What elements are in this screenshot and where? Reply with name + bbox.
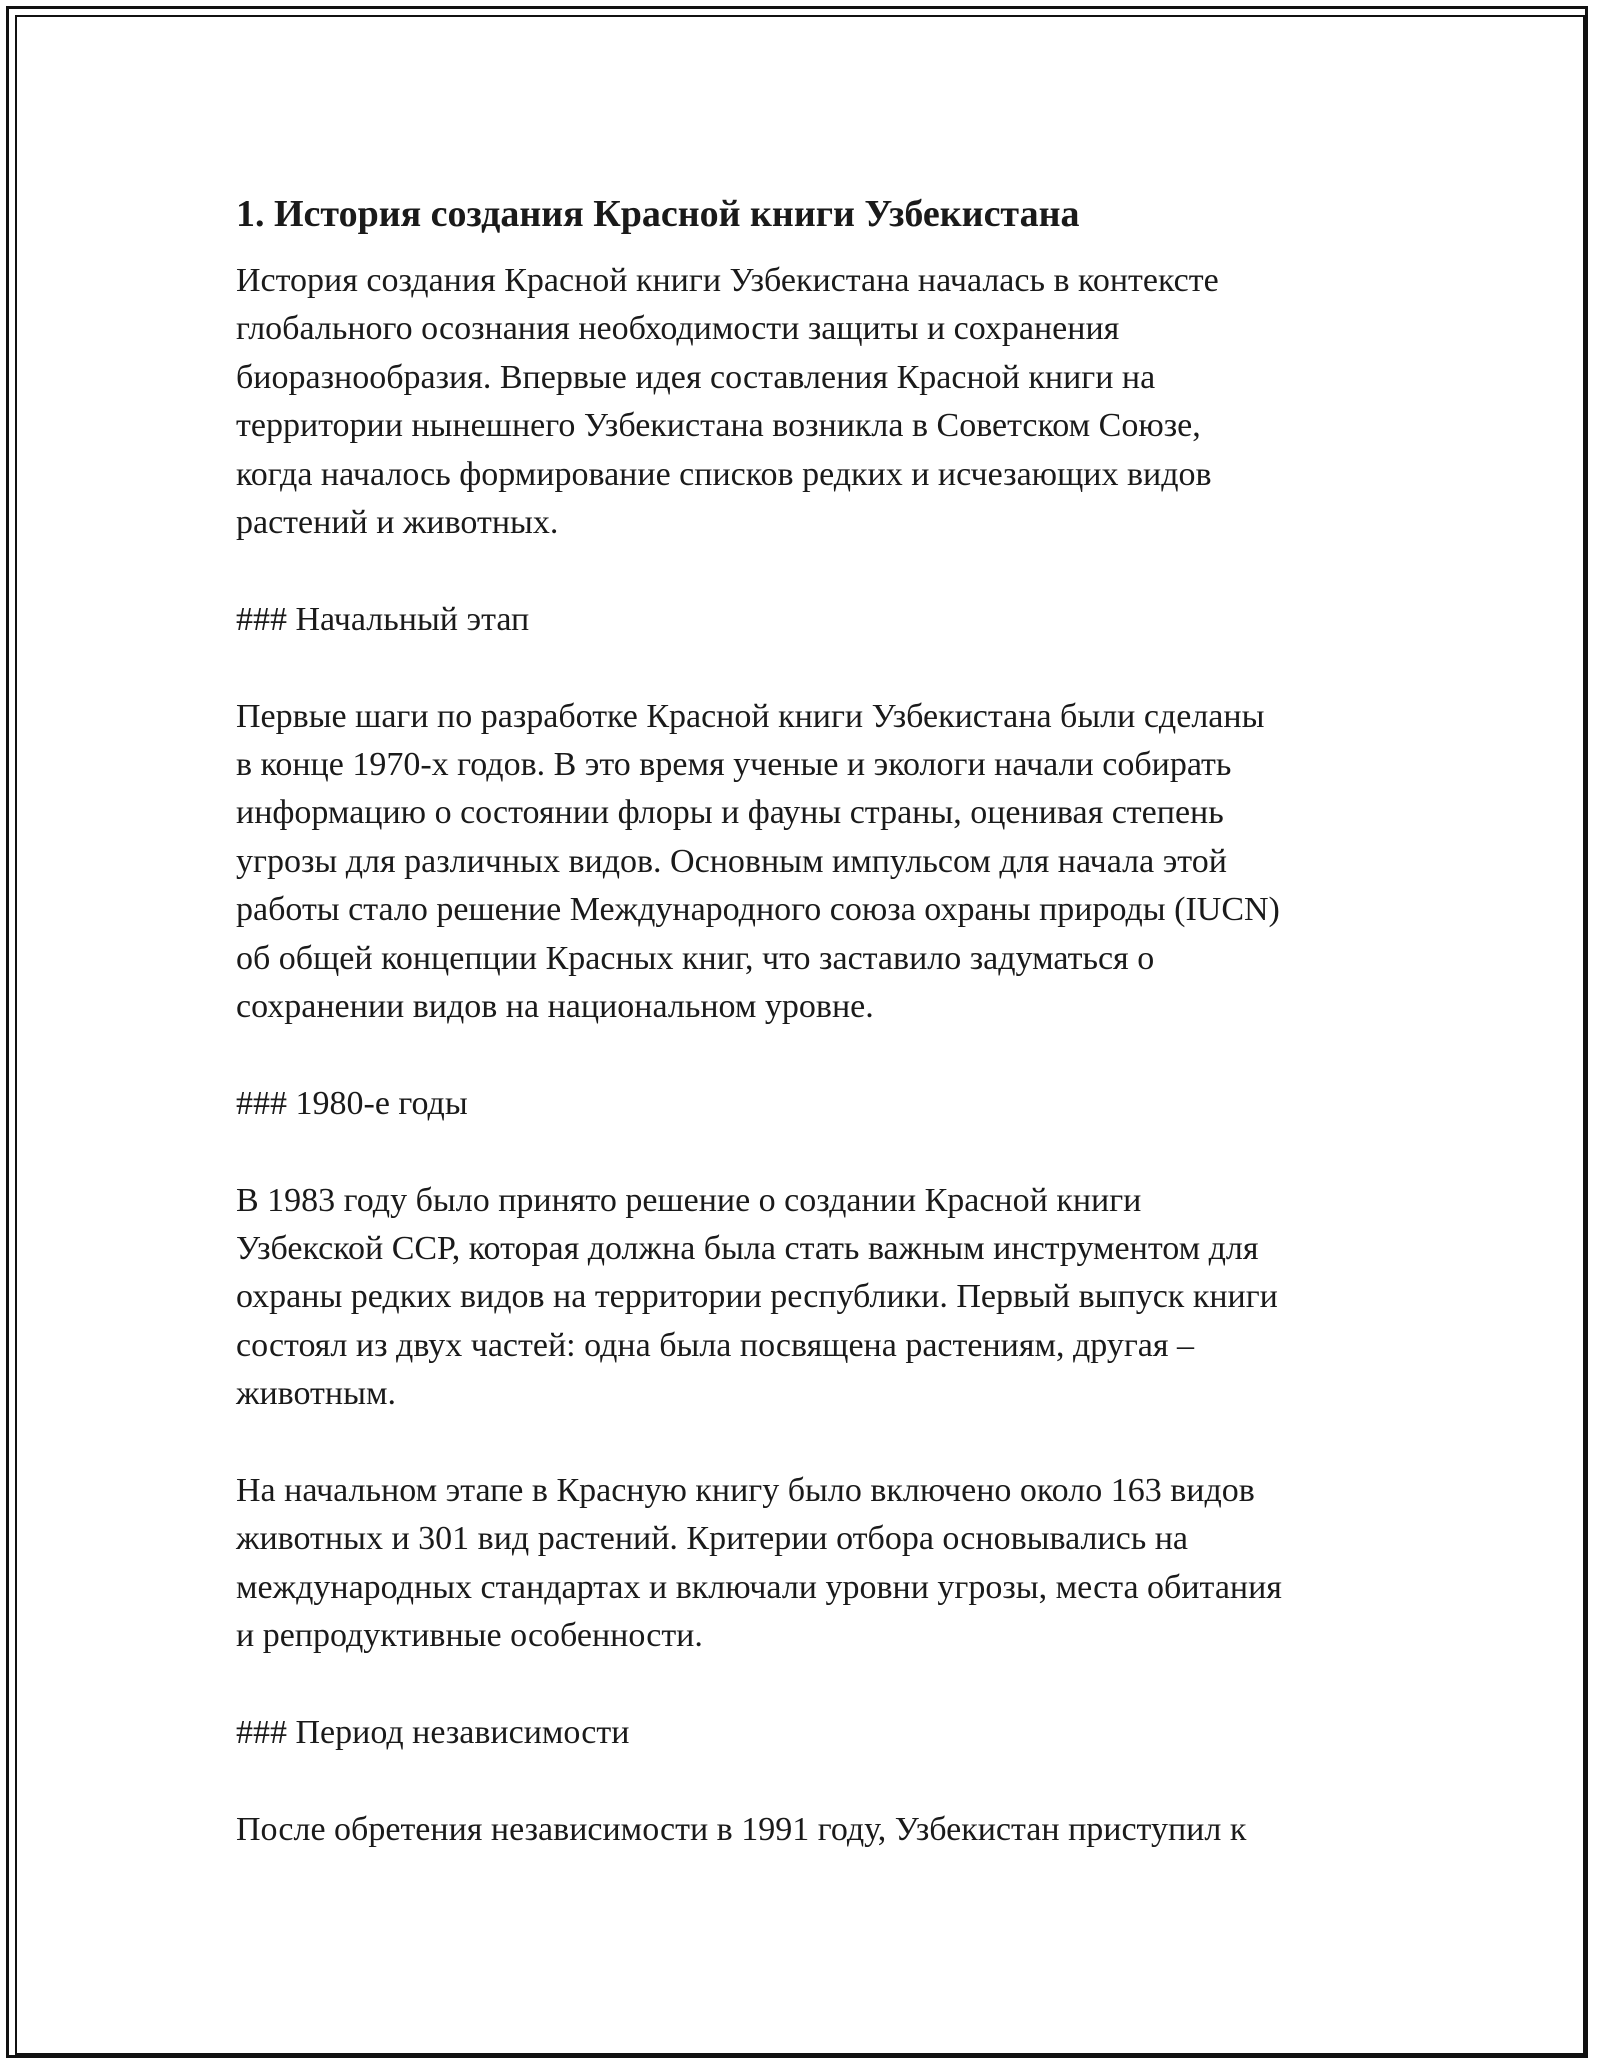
paragraph-line: растений и животных. bbox=[236, 504, 559, 542]
paragraph-line: Первые шаги по разработке Красной книги Узбекистана были сделаны bbox=[236, 697, 1265, 735]
paragraph-line: глобального осознания необходимости защиты и сохранения bbox=[236, 310, 1120, 348]
section-title: 1. История создания Красной книги Узбекистана bbox=[236, 193, 1080, 235]
paragraph-line: работы стало решение Международного союза охраны природы (IUCN) bbox=[236, 891, 1280, 929]
document-blocks bbox=[236, 257, 1376, 1854]
paragraph bbox=[236, 257, 1376, 547]
paragraph-line: биоразнообразия. Впервые идея составления Красной книги на bbox=[236, 358, 1156, 396]
paragraph-line: информацию о состоянии флоры и фауны страны, оценивая степень bbox=[236, 794, 1224, 832]
paragraph-line: На начальном этапе в Красную книгу было включено около 163 видов bbox=[236, 1472, 1255, 1510]
paragraph-line: Узбекской ССР, которая должна была стать важным инструментом для bbox=[236, 1230, 1259, 1268]
paragraph-line: В 1983 году было принято решение о создании Красной книги bbox=[236, 1181, 1142, 1219]
paragraph-line: и репродуктивные особенности. bbox=[236, 1617, 703, 1655]
paragraph-line: угрозы для различных видов. Основным импульсом для начала этой bbox=[236, 842, 1227, 880]
paragraph-line: в конце 1970-х годов. В это время ученые и экологи начали собирать bbox=[236, 746, 1232, 784]
paragraph-line: История создания Красной книги Узбекистана началась в контексте bbox=[236, 262, 1219, 299]
paragraph bbox=[236, 693, 1376, 1032]
paragraph-line: охраны редких видов на территории республики. Первый выпуск книги bbox=[236, 1278, 1278, 1316]
paragraph-line: об общей концепции Красных книг, что заставило задуматься о bbox=[236, 939, 1155, 977]
paragraph-line: международных стандартах и включали уровни угрозы, места обитания bbox=[236, 1568, 1282, 1606]
paragraph-line: территории нынешнего Узбекистана возникла в Советском Союзе, bbox=[236, 407, 1201, 445]
subsection-heading: ### Начальный этап bbox=[236, 600, 530, 638]
subsection-heading: ### Период независимости bbox=[236, 1714, 630, 1752]
paragraph bbox=[236, 1467, 1376, 1661]
paragraph-line: когда началось формирование списков редких и исчезающих видов bbox=[236, 455, 1212, 493]
paragraph-line: животных и 301 вид растений. Критерии отбора основывались на bbox=[236, 1520, 1188, 1558]
document-body bbox=[236, 185, 1376, 1903]
paragraph-line: сохранении видов на национальном уровне. bbox=[236, 988, 874, 1026]
paragraph-line: состоял из двух частей: одна была посвящена растениям, другая – bbox=[236, 1326, 1195, 1364]
paragraph bbox=[236, 1806, 1376, 1854]
subsection-heading: ### 1980-е годы bbox=[236, 1084, 468, 1122]
paragraph-line: животным. bbox=[236, 1375, 396, 1413]
paragraph-line: После обретения независимости в 1991 году, Узбекистан приступил к bbox=[236, 1810, 1247, 1848]
paragraph bbox=[236, 1177, 1376, 1419]
